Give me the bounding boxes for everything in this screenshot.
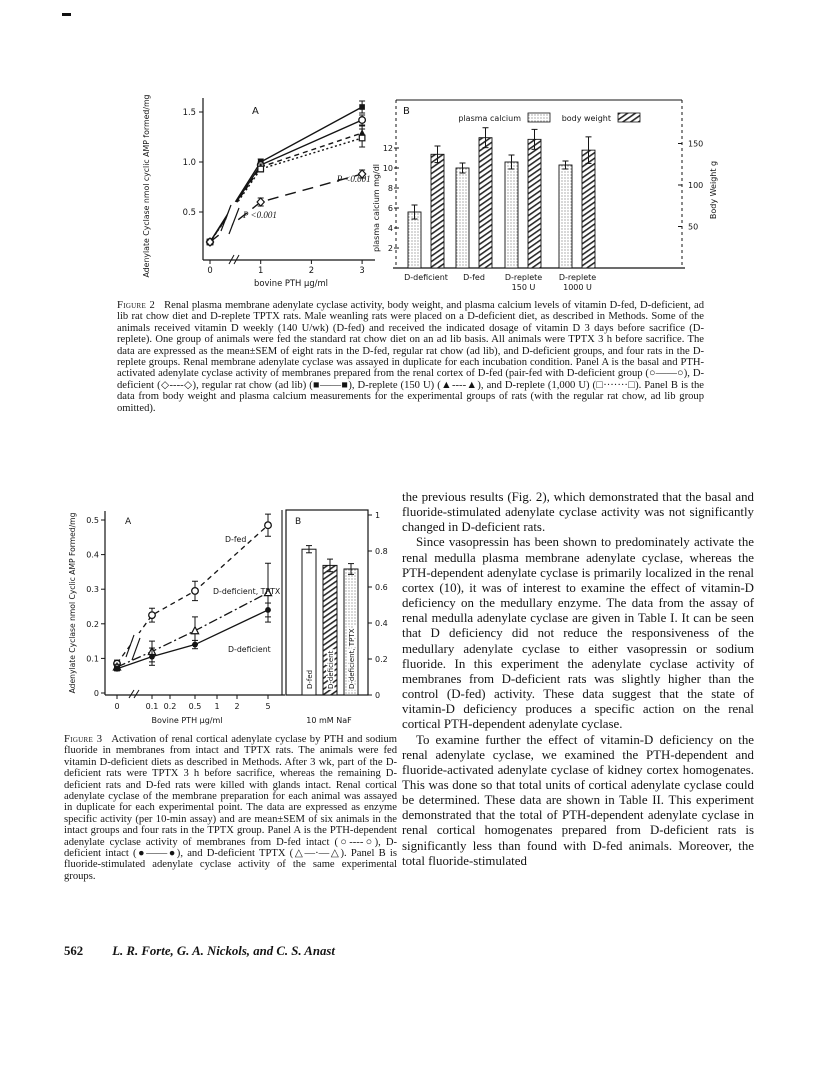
svg-text:50: 50 (688, 222, 699, 232)
footer-authors: L. R. Forte, G. A. Nickols, and C. S. Anast (112, 944, 335, 958)
svg-text:P <0.001: P <0.001 (242, 210, 277, 220)
svg-text:P <0.001: P <0.001 (336, 174, 371, 184)
svg-text:0: 0 (114, 702, 120, 711)
svg-text:0.1: 0.1 (145, 702, 159, 711)
svg-text:1: 1 (258, 265, 264, 275)
svg-text:4: 4 (387, 224, 393, 233)
page-number: 562 (64, 944, 84, 958)
svg-text:10 mM NaF: 10 mM NaF (306, 716, 352, 725)
svg-text:100: 100 (688, 181, 704, 190)
svg-text:Adenylate Cyclase nmol cyclic: Adenylate Cyclase nmol cyclic AMP formed/mg (142, 94, 151, 278)
svg-text:D-deficient: D-deficient (327, 650, 335, 689)
body-text-column (402, 490, 754, 869)
figure3-caption-text: Activation of renal cortical adenylate cyclase by PTH and sodium fluoride in membranes from intact and TPTX rats. The animals were fed vitamin D-deficient diets as described in Methods. After 3 wk, part of the D-deficient rats were TPTX 3 h before sacrifice, whereas the remaining D-deficient rats and D-fed rats were killed with glands intact. Renal cortical adenylate cyclase of the membrane preparation for each animal was assayed in duplicate for each experimental point. The data are expressed as enzyme specific activity (per 10-min assay) and are mean±SEM of six animals in the intact groups and four rats in the TPTX group. Panel A is the PTH-dependent adenylate cyclase activity of membranes from D-fed intact (○----○), D-deficient intact (●——●), and D-deficient TPTX (△—·—△). Panel B is fluoride-stimulated adenylate cyclase activity of the same experimental groups. (64, 734, 397, 882)
figure2-caption-label: Figure 2 (117, 300, 156, 311)
svg-text:Bovine PTH μg/ml: Bovine PTH μg/ml (151, 716, 223, 725)
svg-text:bovine PTH μg/ml: bovine PTH μg/ml (254, 278, 328, 288)
body-paragraph: Since vasopressin has been shown to predominately activate the renal medulla plasma membrane adenylate cyclase, whereas the PTH-dependent adenylate cyclase is primarily localized in the renal cortex (10), it was of interest to examine the effect of vitamin-D deficiency on the medullary enzyme. The data from the assay of renal medulla adenylate cyclase are given in Table I. It can be seen that D deficiency did not reduce the responsiveness of the medullary adenylate cyclase to either vasopressin or sodium fluoride. In this experiment the adenylate cyclase activity of membranes from D-deficient rats was slightly higher than the control (D-fed) activity. These data suggest that the state of vitamin-D deficiency produces a specific action on the renal cortical PTH-dependent adenylate cyclase. (402, 535, 754, 732)
page-footer (64, 944, 335, 959)
svg-text:plasma calcium mg/dl: plasma calcium mg/dl (372, 163, 381, 253)
svg-text:D-deficient, TPTX: D-deficient, TPTX (213, 587, 281, 596)
svg-text:A: A (125, 517, 132, 527)
svg-text:D-deficient: D-deficient (404, 273, 448, 282)
svg-text:D-replete: D-replete (504, 273, 543, 282)
svg-text:2: 2 (234, 702, 240, 711)
body-paragraph: To examine further the effect of vitamin-D deficiency on the renal adenylate cyclase, we examined the PTH-dependent and fluoride-activated adenylate cyclase of kidney cortex homogenates. This was done so that total units of cortical adenylate cyclase could be determined. These data are shown in Table II. This experiment demonstrated that the total of PTH-dependent adenylate cyclase in renal cortical homogenates prepared from D-deficient rats is significantly less than found with D-fed animals. Moreover, the total fluoride-stimulated (402, 732, 754, 868)
svg-text:1: 1 (375, 511, 381, 520)
svg-text:0.2: 0.2 (375, 655, 388, 664)
svg-text:1: 1 (214, 702, 220, 711)
svg-text:B: B (295, 517, 302, 527)
body-paragraph: the previous results (Fig. 2), which demonstrated that the basal and fluoride-stimulated adenylate cyclase activity was not significantly changed in D-deficient rats. (402, 490, 754, 535)
figure3-caption (64, 734, 397, 882)
svg-text:D-fed: D-fed (306, 669, 314, 689)
svg-text:0: 0 (207, 265, 213, 275)
svg-text:D-fed: D-fed (463, 273, 485, 282)
svg-text:1.5: 1.5 (182, 107, 196, 117)
figure2-chart (63, 90, 740, 300)
svg-text:3: 3 (359, 265, 365, 275)
figure3-chart (63, 497, 403, 730)
svg-text:Body Weight g: Body Weight g (709, 160, 718, 220)
svg-text:A: A (252, 106, 259, 117)
svg-text:0.4: 0.4 (86, 550, 99, 560)
svg-text:0.2: 0.2 (86, 619, 99, 629)
svg-text:D-fed: D-fed (225, 535, 247, 544)
svg-text:2: 2 (387, 244, 393, 253)
figure3-caption-label: Figure 3 (64, 734, 103, 745)
svg-text:12: 12 (382, 144, 393, 153)
svg-text:1000 U: 1000 U (563, 283, 592, 292)
svg-text:0: 0 (93, 689, 99, 698)
svg-text:0.3: 0.3 (86, 585, 99, 595)
svg-text:0.6: 0.6 (375, 583, 388, 592)
svg-text:0: 0 (375, 691, 381, 700)
figure2-caption (117, 300, 704, 414)
figure2-caption-text: Renal plasma membrane adenylate cyclase activity, body weight, and plasma calcium levels of vitamin D-fed, D-deficient, ad lib rat chow diet and D-replete TPTX rats. Male weanling rats were placed on a D-deficient diet, as described in Methods. Some of the animals received vitamin D weekly (140 U/wk) (D-fed) and received the indicated dosage of vitamin D 3 days before sacrifice (D-replete). One group of animals were fed the standard rat chow diet on an ad lib basis. All animals were TPTX 3 h before sacrifice. The data are expressed as the mean±SEM of eight rats in the D-fed, regular rat chow (ad lib), and D-deficient groups, and four rats in the D-replete groups. Renal membrane adenylate cyclase was assayed in duplicate for each incubation condition. Panel A is the basal and PTH-activated adenylate cyclase activity of membranes prepared from the renal cortex of D-fed (pair-fed with D-deficient group (○——○), D-deficient (◇----◇), regular rat chow (ad lib) (■——■), D-replete (150 U) (▲----▲), and D-replete (1,000 U) (□·······□). Panel B is the data from body weight and plasma calcium measurements for the experimental groups of rats (with the regular rat chow, ad lib group omitted). (117, 300, 704, 414)
svg-text:B: B (403, 106, 410, 117)
svg-text:150: 150 (688, 139, 704, 149)
svg-text:0.1: 0.1 (86, 654, 99, 664)
svg-text:D-deficient: D-deficient (228, 645, 271, 654)
svg-text:0.4: 0.4 (375, 619, 388, 628)
svg-text:0.8: 0.8 (375, 547, 388, 556)
svg-text:Adenylate Cyclase nmol Cyclic: Adenylate Cyclase nmol Cyclic AMP Formed/mg (68, 512, 77, 694)
svg-text:0.5: 0.5 (86, 516, 99, 525)
svg-text:body weight: body weight (561, 114, 611, 123)
svg-text:5: 5 (265, 702, 271, 711)
svg-text:2: 2 (308, 265, 315, 275)
svg-text:0.5: 0.5 (188, 702, 202, 711)
svg-text:6: 6 (387, 204, 393, 213)
svg-text:0.2: 0.2 (163, 702, 177, 711)
svg-text:0.5: 0.5 (182, 207, 196, 217)
svg-text:D-deficient, TPTX: D-deficient, TPTX (348, 628, 356, 689)
svg-text:plasma calcium: plasma calcium (458, 114, 521, 123)
svg-text:D-replete: D-replete (558, 273, 597, 282)
svg-text:150 U: 150 U (511, 283, 536, 292)
svg-text:10: 10 (382, 164, 393, 173)
svg-text:1.0: 1.0 (182, 157, 196, 167)
scan-artifact (62, 13, 71, 16)
svg-text:8: 8 (387, 184, 393, 193)
